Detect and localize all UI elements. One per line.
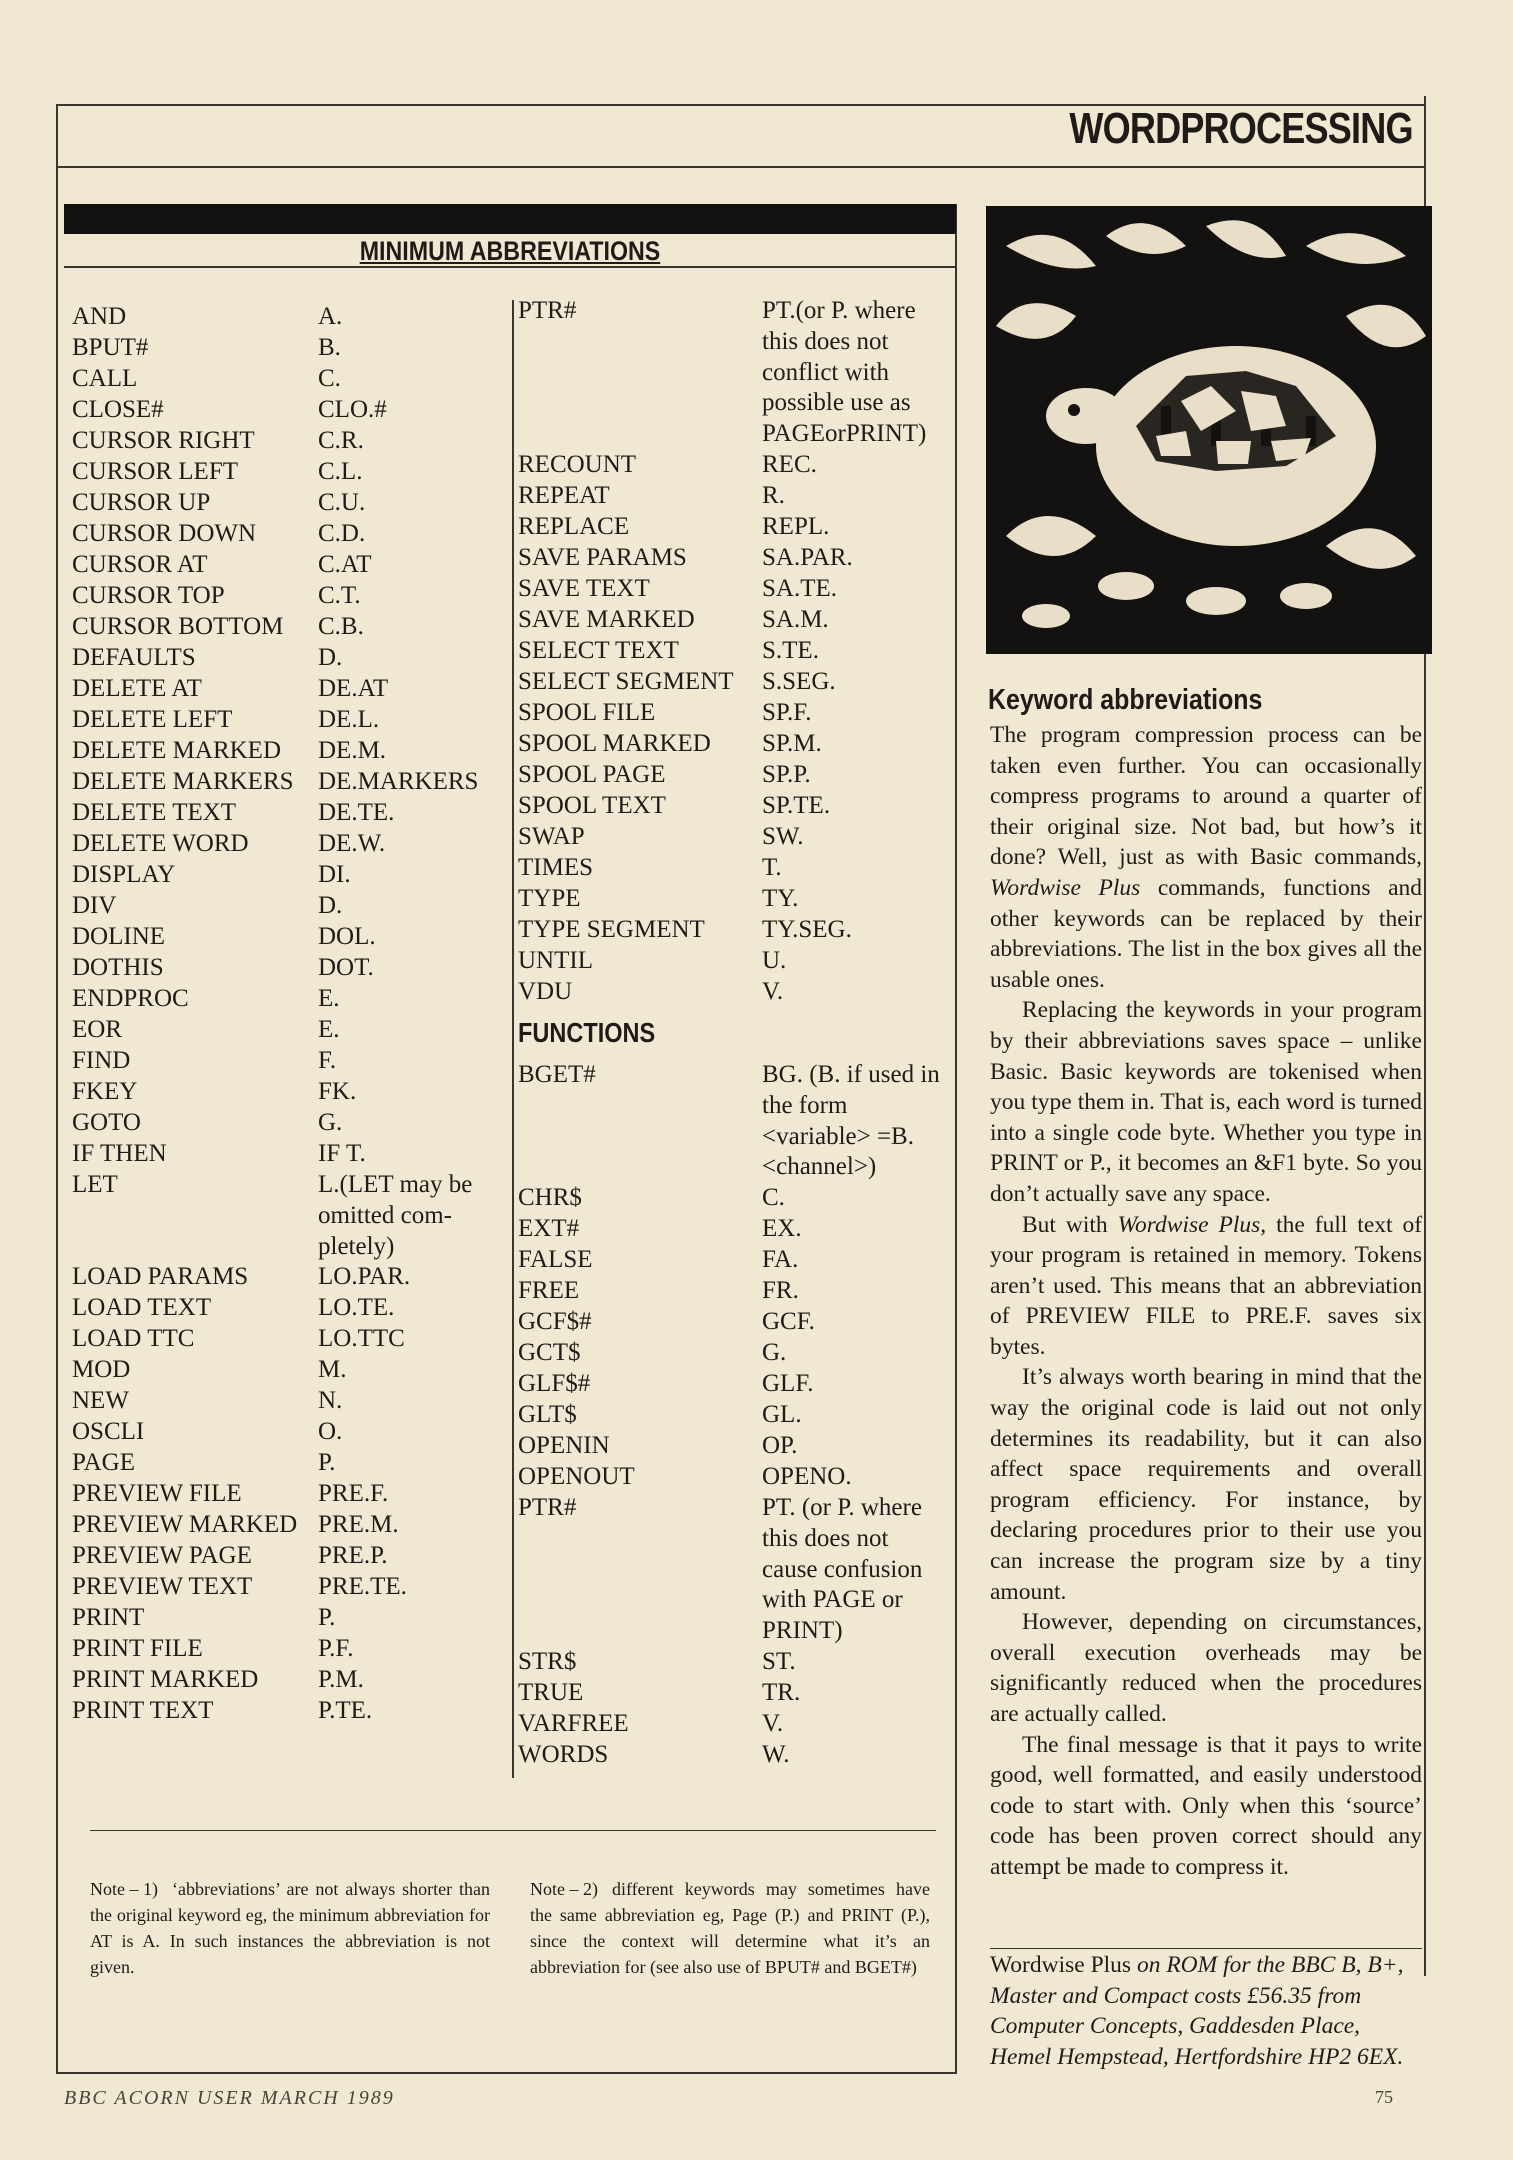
abbreviation-row — [72, 1541, 502, 1572]
keyword: FIND — [72, 1047, 131, 1074]
abbreviation-row — [72, 1665, 502, 1696]
abbreviation-row — [72, 488, 502, 519]
keyword: PREVIEW PAGE — [72, 1542, 252, 1569]
keyword: SELECT TEXT — [518, 637, 679, 664]
abbreviation-row — [72, 1386, 502, 1417]
abbreviation-row — [518, 605, 950, 636]
keyword: SPOOL MARKED — [518, 730, 711, 757]
abbreviation: BG. (B. if used in the form <variable> =B. <channel>) — [762, 1061, 940, 1181]
abbreviation-row — [72, 333, 502, 364]
abbreviation-row — [518, 1060, 950, 1183]
abbreviation: PRE.TE. — [318, 1573, 407, 1600]
keyword: PAGE — [72, 1449, 135, 1476]
abbreviation: G. — [318, 1109, 343, 1136]
abbreviation-row — [72, 1696, 502, 1727]
note-2 — [530, 1876, 930, 1980]
abbreviation-list-right — [518, 296, 950, 1771]
keyword: DELETE AT — [72, 675, 202, 702]
abbreviation-list-left — [72, 302, 502, 1727]
abbreviation: C.T. — [318, 582, 361, 609]
abbreviation: C. — [762, 1184, 785, 1211]
abbreviation-row — [72, 519, 502, 550]
keyword: UNTIL — [518, 947, 593, 974]
abbreviation-row — [72, 829, 502, 860]
abbreviation: GCF. — [762, 1308, 815, 1335]
keyword: SAVE TEXT — [518, 575, 650, 602]
abbreviation-row — [518, 636, 950, 667]
article-paragraph-2: Replacing the keywords in your program by their abbreviations saves space – unlike Basic. Basic keywords are tokenised when you type them in. That is, each word is turned into a single code byte. Whether you type in PRINT or P., it becomes an &F1 byte. So you don’t actually save any space. — [990, 997, 1422, 1207]
keyword: LET — [72, 1171, 118, 1198]
product-name: Wordwise Plus, — [1117, 1211, 1267, 1238]
keyword: AND — [72, 303, 127, 330]
abbreviation: SA.M. — [762, 606, 829, 633]
keyword: CURSOR BOTTOM — [72, 613, 284, 640]
abbreviation-row — [72, 1139, 502, 1170]
keyword: TIMES — [518, 854, 593, 881]
abbreviation: SW. — [762, 823, 804, 850]
keyword: DOLINE — [72, 923, 166, 950]
abbreviation-row — [72, 643, 502, 674]
abbreviation: FK. — [318, 1078, 357, 1105]
note-1-label: Note – 1) — [90, 1879, 158, 1899]
abbreviation-row — [518, 1276, 950, 1307]
abbreviation-row — [72, 581, 502, 612]
abbreviation-row — [72, 1077, 502, 1108]
keyword: WORDS — [518, 1741, 609, 1768]
keyword: SPOOL TEXT — [518, 792, 666, 819]
abbreviation: S.SEG. — [762, 668, 836, 695]
keyword: DELETE WORD — [72, 830, 249, 857]
keyword: SAVE PARAMS — [518, 544, 687, 571]
article-heading: Keyword abbreviations — [988, 684, 1263, 716]
footer-page-number: 75 — [1375, 2087, 1393, 2107]
abbreviation-row — [72, 1324, 502, 1355]
abbreviation-row — [518, 1183, 950, 1214]
abbreviation: D. — [318, 644, 343, 671]
abbreviation-row — [518, 543, 950, 574]
article-paragraph-6: The final message is that it pays to write good, well formatted, and easily understood code to start with. Only when this ‘source’ code has been proven correct should any attempt be made to compress it. — [990, 1731, 1422, 1880]
abbreviation: T. — [762, 854, 782, 881]
abbreviation: SP.P. — [762, 761, 811, 788]
keyword: LOAD TTC — [72, 1325, 195, 1352]
keyword: VDU — [518, 978, 573, 1005]
abbreviation: EX. — [762, 1215, 802, 1242]
article-body — [990, 720, 1422, 1883]
header-bottom-rule — [56, 166, 1424, 168]
abbreviation: D. — [318, 892, 343, 919]
abbreviation: C.AT — [318, 551, 372, 578]
abbreviation: E. — [318, 985, 340, 1012]
abbreviation: C.B. — [318, 613, 364, 640]
box-title: MINIMUM ABBREVIATIONS — [359, 236, 661, 266]
abbreviation: PT.(or P. where this does not conflict with possible use as PAGEorPRINT) — [762, 297, 927, 448]
abbreviation-row — [518, 296, 950, 450]
keyword: SWAP — [518, 823, 585, 850]
abbreviation-row — [72, 364, 502, 395]
abbreviation: P. — [318, 1604, 336, 1631]
abbreviation-row — [72, 1108, 502, 1139]
keyword: PREVIEW MARKED — [72, 1511, 298, 1538]
abbreviation-row — [518, 884, 950, 915]
keyword: LOAD TEXT — [72, 1294, 212, 1321]
credit-text: on ROM for the BBC B, B+, Master and Compact costs £56.35 from Computer Concepts, Gaddesden Place, Hemel Hempstead, Hertfordshire HP2 6EX. — [990, 1952, 1404, 2070]
abbreviation-row — [518, 1400, 950, 1431]
abbreviation: REC. — [762, 451, 817, 478]
keyword: GLT$ — [518, 1401, 577, 1428]
keyword: CURSOR LEFT — [72, 458, 239, 485]
abbreviation: C.R. — [318, 427, 364, 454]
keyword: EXT# — [518, 1215, 580, 1242]
abbreviation: TY.SEG. — [762, 916, 852, 943]
abbreviation: TY. — [762, 885, 799, 912]
abbreviation-row — [518, 1462, 950, 1493]
keyword: RECOUNT — [518, 451, 637, 478]
abbreviation-row — [72, 984, 502, 1015]
abbreviation-row — [518, 791, 950, 822]
abbreviation: DE.TE. — [318, 799, 395, 826]
abbreviation: P.TE. — [318, 1697, 373, 1724]
abbreviation-row — [518, 1214, 950, 1245]
keyword: MOD — [72, 1356, 131, 1383]
keyword: SELECT SEGMENT — [518, 668, 734, 695]
keyword: GOTO — [72, 1109, 141, 1136]
keyword: TRUE — [518, 1679, 584, 1706]
abbreviation-row — [72, 736, 502, 767]
abbreviation-row — [72, 1355, 502, 1386]
keyword: PREVIEW FILE — [72, 1480, 242, 1507]
abbreviation: DOL. — [318, 923, 376, 950]
abbreviation-row — [72, 922, 502, 953]
keyword: FKEY — [72, 1078, 138, 1105]
abbreviation-row — [72, 953, 502, 984]
keyword: PTR# — [518, 1494, 577, 1521]
keyword: BPUT# — [72, 334, 149, 361]
abbreviation-row — [72, 1572, 502, 1603]
abbreviation: LO.TE. — [318, 1294, 395, 1321]
abbreviation-row — [72, 1293, 502, 1324]
abbreviation-row — [72, 612, 502, 643]
abbreviation: SP.M. — [762, 730, 822, 757]
abbreviation-row — [72, 1170, 502, 1262]
abbreviation-row — [518, 1338, 950, 1369]
abbreviation-row — [72, 860, 502, 891]
keyword: TYPE SEGMENT — [518, 916, 705, 943]
keyword: GCT$ — [518, 1339, 581, 1366]
keyword: PRINT MARKED — [72, 1666, 259, 1693]
abbreviation-row — [72, 395, 502, 426]
abbreviation-row — [72, 705, 502, 736]
abbreviation: S.TE. — [762, 637, 819, 664]
abbreviation: OPENO. — [762, 1463, 852, 1490]
abbreviation-row — [72, 1015, 502, 1046]
keyword: DIV — [72, 892, 117, 919]
keyword: REPEAT — [518, 482, 610, 509]
abbreviation-row — [518, 1709, 950, 1740]
keyword: PRINT TEXT — [72, 1697, 214, 1724]
article-paragraph-5: However, depending on circumstances, overall execution overheads may be significantly reduced when the procedures are actually called. — [990, 1609, 1422, 1727]
keyword: IF THEN — [72, 1140, 167, 1167]
abbreviation: FA. — [762, 1246, 799, 1273]
footer-magazine: BBC ACORN USER MARCH 1989 — [64, 2087, 395, 2109]
abbreviation: C.L. — [318, 458, 363, 485]
keyword: OPENOUT — [518, 1463, 635, 1490]
abbreviation: SA.TE. — [762, 575, 837, 602]
abbreviation-row — [72, 798, 502, 829]
note-1 — [90, 1876, 490, 1980]
product-credit — [990, 1950, 1422, 2072]
abbreviation-row — [72, 302, 502, 333]
abbreviation-row — [72, 1448, 502, 1479]
keyword: CURSOR RIGHT — [72, 427, 255, 454]
abbreviation: W. — [762, 1741, 790, 1768]
abbreviation-row — [518, 698, 950, 729]
article-paragraph-1: The program compression process can be taken even further. You can occasionally compress programs to around a quarter of their original size. Not bad, but how’s it done? Well, just as with Basic commands, Wordwise Plus commands, functions and other keywords can be replaced by their abbreviations. The list in the box gives all the usable ones. — [990, 722, 1423, 993]
keyword: CLOSE# — [72, 396, 164, 423]
keyword: GLF$# — [518, 1370, 591, 1397]
abbreviation-row — [72, 1262, 502, 1293]
keyword: PREVIEW TEXT — [72, 1573, 253, 1600]
keyword: SPOOL FILE — [518, 699, 656, 726]
abbreviation: U. — [762, 947, 787, 974]
abbreviation: GLF. — [762, 1370, 814, 1397]
abbreviation-row — [72, 891, 502, 922]
abbreviation-row — [72, 457, 502, 488]
abbreviation: ST. — [762, 1648, 796, 1675]
keyword: CURSOR TOP — [72, 582, 225, 609]
keyword: CURSOR DOWN — [72, 520, 257, 547]
article-paragraph-4: It’s always worth bearing in mind that the way the original code is laid out not only determines its readability, but it can also affect space requirements and overall program efficiency. For instance, by declaring procedures prior to their use you can increase the program size by a tiny amount. — [990, 1364, 1422, 1605]
abbreviation: SP.F. — [762, 699, 812, 726]
keyword: LOAD PARAMS — [72, 1263, 249, 1290]
abbreviation-row — [518, 1647, 950, 1678]
keyword: DELETE MARKERS — [72, 768, 294, 795]
abbreviation-row — [518, 853, 950, 884]
notes-divider — [90, 1830, 936, 1831]
abbreviation-row — [518, 1678, 950, 1709]
keyword: NEW — [72, 1387, 129, 1414]
abbreviation: R. — [762, 482, 785, 509]
keyword: FREE — [518, 1277, 580, 1304]
abbreviation: C.D. — [318, 520, 366, 547]
keyword: VARFREE — [518, 1710, 629, 1737]
keyword: OPENIN — [518, 1432, 610, 1459]
keyword: SAVE MARKED — [518, 606, 695, 633]
abbreviation: O. — [318, 1418, 343, 1445]
note-2-text: different keywords may sometimes have the same abbreviation eg, Page (P.) and PRINT (P.), since the context will determine what it’s an abbreviation for (see also use of BPUT# and BGET#) — [530, 1879, 930, 1977]
abbreviation-row — [72, 767, 502, 798]
abbreviation: DOT. — [318, 954, 374, 981]
abbreviation-row — [518, 1307, 950, 1338]
abbreviation: REPL. — [762, 513, 830, 540]
abbreviation: B. — [318, 334, 341, 361]
abbreviation-row — [72, 1634, 502, 1665]
abbreviation: TR. — [762, 1679, 801, 1706]
abbreviation-row — [72, 1046, 502, 1077]
keyword: DELETE MARKED — [72, 737, 281, 764]
abbreviation: PRE.M. — [318, 1511, 399, 1538]
abbreviation: C. — [318, 365, 341, 392]
note-2-label: Note – 2) — [530, 1879, 598, 1899]
product-name: Wordwise Plus — [990, 874, 1141, 901]
abbreviation-row — [518, 729, 950, 760]
abbreviation: A. — [318, 303, 343, 330]
abbreviation: FR. — [762, 1277, 799, 1304]
abbreviation-row — [72, 550, 502, 581]
abbreviation: V. — [762, 1710, 784, 1737]
abbreviation: C.U. — [318, 489, 366, 516]
abbreviation-row — [518, 1245, 950, 1276]
abbreviation: F. — [318, 1047, 337, 1074]
abbreviation: SP.TE. — [762, 792, 831, 819]
keyword: CURSOR AT — [72, 551, 208, 578]
keyword: CHR$ — [518, 1184, 582, 1211]
abbreviation: G. — [762, 1339, 787, 1366]
abbreviation: SA.PAR. — [762, 544, 853, 571]
keyword: ENDPROC — [72, 985, 189, 1012]
keyword: BGET# — [518, 1061, 596, 1088]
box-bottom-rule — [56, 2072, 957, 2074]
abbreviation: P. — [318, 1449, 336, 1476]
abbreviation: LO.TTC — [318, 1325, 405, 1352]
abbreviation: PT. (or P. where this does not cause confusion with PAGE or PRINT) — [762, 1494, 923, 1645]
keyword: CURSOR UP — [72, 489, 211, 516]
keyword: CALL — [72, 365, 138, 392]
abbreviation: E. — [318, 1016, 340, 1043]
abbreviation-row — [72, 1479, 502, 1510]
column-divider — [512, 300, 514, 1778]
keyword: PRINT FILE — [72, 1635, 203, 1662]
abbreviation-row — [518, 822, 950, 853]
abbreviation-row — [72, 674, 502, 705]
abbreviation-row — [72, 1603, 502, 1634]
keyword: FALSE — [518, 1246, 593, 1273]
keyword: DELETE LEFT — [72, 706, 233, 733]
abbreviation: V. — [762, 978, 784, 1005]
box-title-bar — [64, 204, 956, 234]
credit-rule — [990, 1948, 1422, 1949]
abbreviation-row — [518, 915, 950, 946]
box-right-rule — [955, 204, 957, 2074]
abbreviation: DE.W. — [318, 830, 386, 857]
abbreviation-row — [518, 481, 950, 512]
abbreviation-row — [518, 667, 950, 698]
abbreviation: IF T. — [318, 1140, 366, 1167]
abbreviation-row — [72, 1417, 502, 1448]
abbreviation: PRE.F. — [318, 1480, 389, 1507]
abbreviation-row — [518, 1740, 950, 1771]
keyword: DISPLAY — [72, 861, 176, 888]
abbreviation: M. — [318, 1356, 347, 1383]
abbreviation: LO.PAR. — [318, 1263, 411, 1290]
abbreviation-row — [518, 760, 950, 791]
abbreviation: DE.M. — [318, 737, 387, 764]
keyword: TYPE — [518, 885, 581, 912]
abbreviation: P.F. — [318, 1635, 354, 1662]
keyword: OSCLI — [72, 1418, 145, 1445]
keyword: DELETE TEXT — [72, 799, 237, 826]
note-1-text: ‘abbreviations’ are not always shorter than the original keyword eg, the minimum abbreviation for AT is A. In such instances the abbreviation is not given. — [90, 1879, 490, 1977]
keyword: EOR — [72, 1016, 122, 1043]
abbreviation-row — [518, 946, 950, 977]
article-paragraph-3: But with Wordwise Plus, the full text of your program is retained in memory. Tokens aren’t used. This means that an abbreviation of PREVIEW FILE to PRE.F. saves six bytes. — [990, 1211, 1423, 1360]
keyword: PRINT — [72, 1604, 145, 1631]
abbreviation: PRE.P. — [318, 1542, 388, 1569]
abbreviation: GL. — [762, 1401, 802, 1428]
abbreviation-row — [518, 1369, 950, 1400]
section-title: WORDPROCESSING — [1069, 104, 1413, 153]
abbreviation: P.M. — [318, 1666, 364, 1693]
keyword: SPOOL PAGE — [518, 761, 666, 788]
abbreviation: OP. — [762, 1432, 798, 1459]
abbreviation: DI. — [318, 861, 351, 888]
functions-heading: FUNCTIONS — [518, 1017, 656, 1048]
keyword: REPLACE — [518, 513, 630, 540]
abbreviation: DE.MARKERS — [318, 768, 479, 795]
tortoise-woodcut-illustration — [986, 206, 1432, 654]
abbreviation-row — [72, 1510, 502, 1541]
abbreviation-row — [72, 426, 502, 457]
abbreviation-row — [518, 1431, 950, 1462]
credit-product: Wordwise Plus — [990, 1952, 1132, 1978]
abbreviation-row — [518, 450, 950, 481]
keyword: DOTHIS — [72, 954, 164, 981]
abbreviation: DE.L. — [318, 706, 380, 733]
abbreviation-row — [518, 977, 950, 1008]
page-left-rule — [56, 104, 58, 2074]
keyword: STR$ — [518, 1648, 577, 1675]
abbreviation-row — [518, 574, 950, 605]
keyword: DEFAULTS — [72, 644, 196, 671]
abbreviation: L.(LET may be omitted com-pletely) — [318, 1171, 473, 1260]
abbreviation-row — [518, 512, 950, 543]
keyword: PTR# — [518, 297, 577, 324]
keyword: GCF$# — [518, 1308, 592, 1335]
abbreviation: N. — [318, 1387, 343, 1414]
abbreviation-row — [518, 1493, 950, 1647]
abbreviation: CLO.# — [318, 396, 387, 423]
abbreviation: DE.AT — [318, 675, 389, 702]
